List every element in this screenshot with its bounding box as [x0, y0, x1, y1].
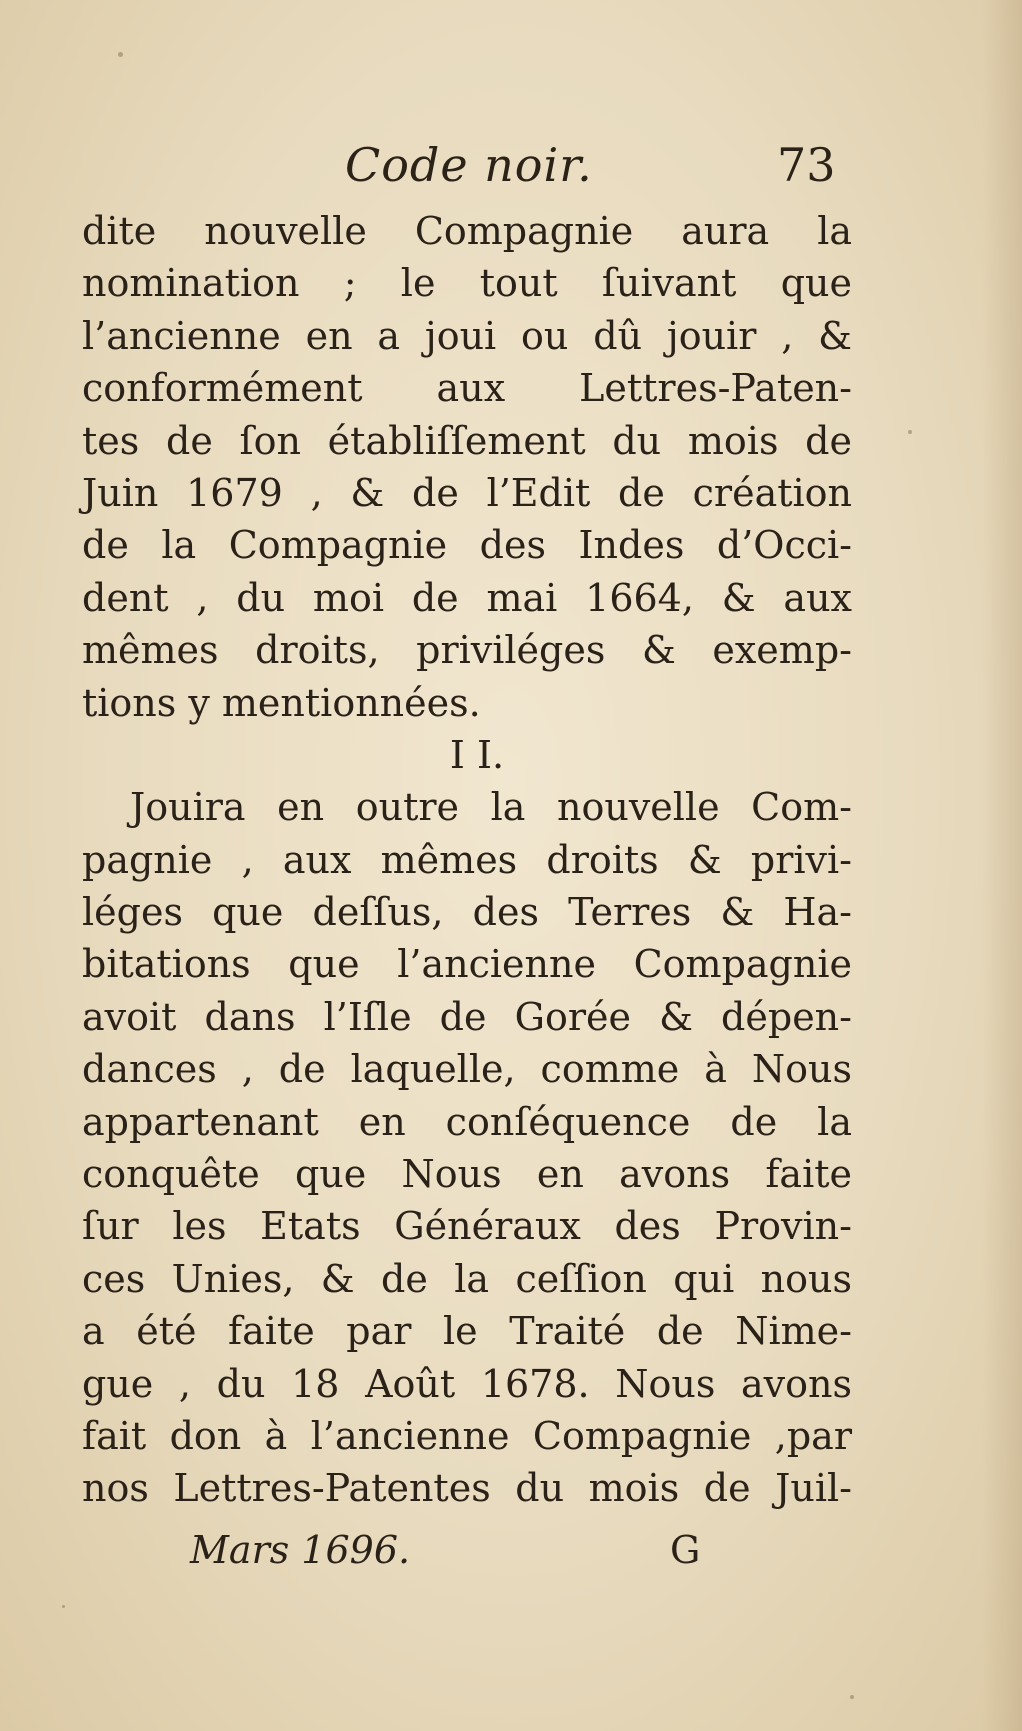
- text-line: conquête que Nous en avons faite: [82, 1152, 852, 1197]
- text-line: gue , du 18 Août 1678. Nous avons: [82, 1361, 852, 1406]
- paper-speck: [118, 52, 123, 57]
- text-line: nomination ; le tout ſuivant que: [82, 261, 852, 306]
- text-line: pagnie , aux mêmes droits & privi-: [82, 837, 852, 882]
- text-line: ſur les Etats Généraux des Provin-: [82, 1204, 852, 1249]
- running-title: Code noir.: [345, 138, 593, 192]
- page-edge-shadow: [982, 0, 1022, 1731]
- text-line: a été faite par le Traité de Nime-: [82, 1309, 852, 1354]
- catchword: Mars 1696.: [190, 1528, 411, 1572]
- paper-speck: [908, 430, 912, 434]
- text-line: fait don à l’ancienne Compagnie ,par: [82, 1413, 852, 1458]
- text-line: Juin 1679 , & de l’Edit de création: [82, 470, 852, 515]
- text-line: dent , du moi de mai 1664, & aux: [82, 575, 852, 620]
- text-line: léges que deſſus, des Terres & Ha-: [82, 890, 852, 935]
- text-line: mêmes droits, priviléges & exemp-: [82, 628, 852, 673]
- text-line: tes de ſon établiſſement du mois de: [82, 418, 852, 463]
- text-line: bitations que l’ancienne Compagnie: [82, 942, 852, 987]
- text-line: dite nouvelle Compagnie aura la: [82, 209, 852, 253]
- text-line: nos Lettres-Patentes du mois de Juil-: [82, 1466, 852, 1511]
- text-line: dances , de laquelle, comme à Nous: [82, 1047, 852, 1092]
- text-line: appartenant en conſéquence de la: [82, 1099, 852, 1144]
- text-line: de la Compagnie des Indes d’Occi-: [82, 523, 852, 568]
- article-heading: I I.: [449, 732, 505, 777]
- text-line: Jouira en outre la nouvelle Com-: [130, 785, 852, 830]
- page-number: 73: [777, 138, 836, 192]
- paper-speck: [850, 1695, 854, 1699]
- text-line: tions y mentionnées.: [82, 680, 481, 725]
- body-text: [82, 205, 852, 1515]
- text-line: conformément aux Lettres-Paten-: [82, 366, 852, 411]
- text-line: ces Unies, & de la ceſſion qui nous: [82, 1256, 852, 1301]
- running-head: [0, 138, 1022, 198]
- sheet-signature: G: [670, 1528, 701, 1572]
- paper-speck: [62, 1605, 65, 1608]
- text-line: avoit dans l’Iſle de Gorée & dépen-: [82, 994, 852, 1039]
- text-line: l’ancienne en a joui ou dû jouir , &: [82, 313, 852, 358]
- page-footer: [0, 1528, 1022, 1588]
